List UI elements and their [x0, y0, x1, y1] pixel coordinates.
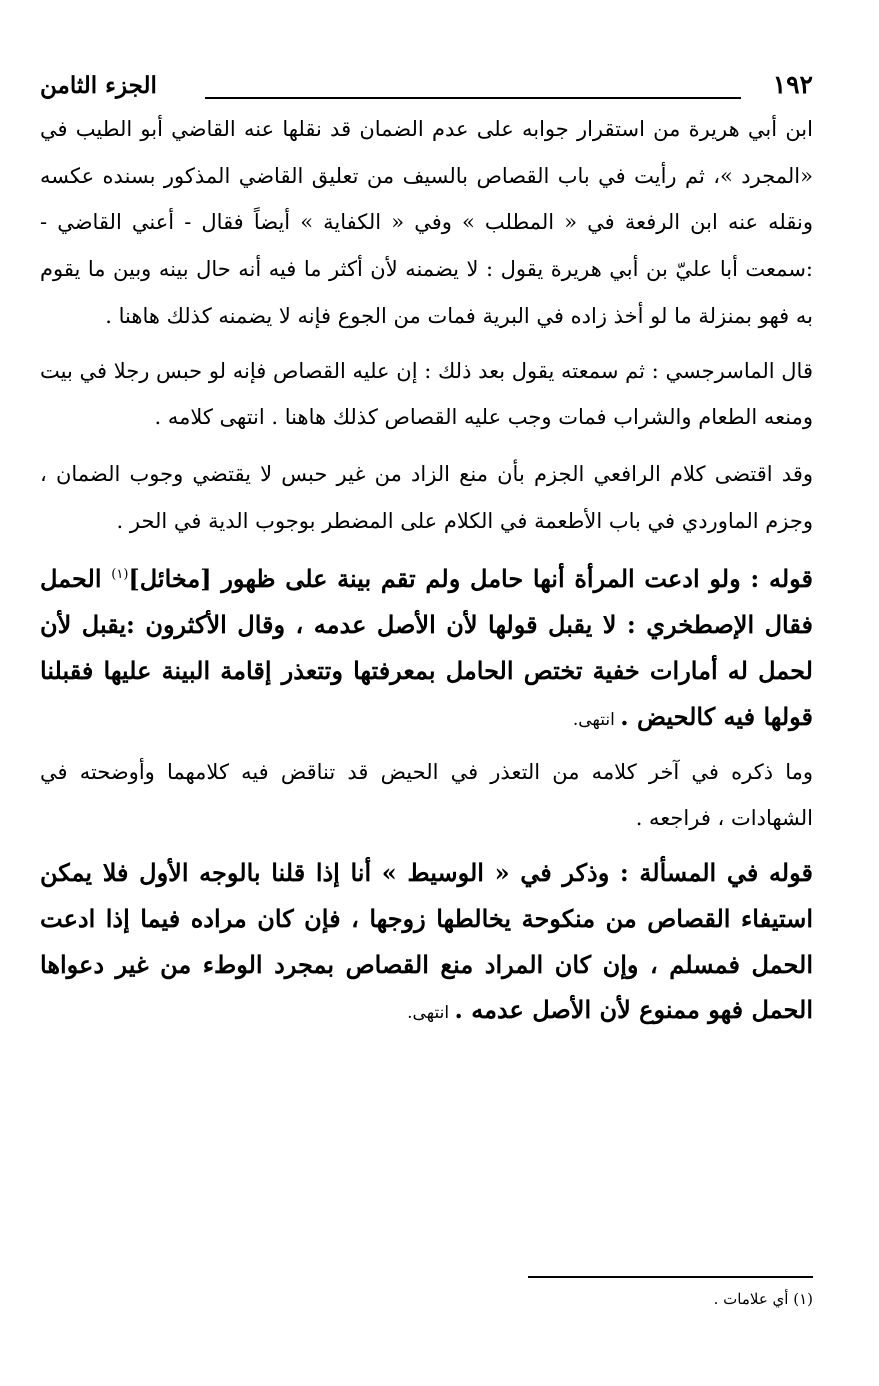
- quoted-text-2: قوله في المسألة : وذكر في « الوسيط » أنا إذا قلنا بالوجه الأول فلا يمكن استيفاء القصاص من منكوحة يخالطها زوجها ، فإن كان مراده فيما إذا ادعت الحمل فمسلم ، وإن كان المراد منع القصاص بمجرد الوطء من غير دعواها الحمل فهو ممنوع لأن الأصل عدمه .: [40, 857, 813, 1025]
- quoted-text-1b: الحمل فقال الإصطخري : لا يقبل قولها لأن الأصل عدمه ، وقال الأكثرون :يقبل لأن لحمل له أمارات خفية تختص الحامل بمعرفتها وتتعذر إقامة البينة عليها فقبلنا قولها فيه كالحيض .: [40, 564, 813, 731]
- footnote-rule: [528, 1276, 813, 1278]
- quote-end-marker-1: انتهى.: [572, 709, 621, 730]
- quote-end-marker-2: انتهى.: [407, 1003, 455, 1024]
- paragraph-3: وقد اقتضى كلام الرافعي الجزم بأن منع الزاد من غير حبس لا يقتضي وجوب الضمان ، وجزم الماوردي في باب الأطعمة في الكلام على المضطر بوجوب الدية في الحر .: [40, 461, 813, 533]
- header-rule: [205, 97, 741, 99]
- footnote-reference: (١): [111, 567, 129, 583]
- paragraph-4: وما ذكره في آخر كلامه من التعذر في الحيض قد تناقض فيه كلامهما وأوضحته في الشهادات ، فراجعه .: [40, 759, 813, 831]
- paragraph-2: قال الماسرجسي : ثم سمعته يقول بعد ذلك : إن عليه القصاص فإنه لو حبس رجلا في بيت ومنعه الطعام والشراب فمات وجب عليه القصاص كذلك هاهنا . انتهى كلامه .: [40, 358, 813, 430]
- volume-title: الجزء الثامن: [40, 72, 157, 99]
- quoted-paragraph-1: [40, 552, 813, 743]
- quoted-paragraph-2: [40, 850, 813, 1037]
- page-header: [40, 60, 813, 106]
- footnote: (١) أي علامات .: [713, 1290, 813, 1308]
- page-number: ١٩٢: [772, 70, 813, 99]
- paragraph-1: ابن أبي هريرة من استقرار جوابه على عدم الضمان قد نقلها عنه القاضي أبو الطيب في «المجرد »، ثم رأيت في باب القصاص بالسيف من تعليق القاضي المذكور بسنده عكسه ونقله عنه ابن الرفعة في « المطلب » وفي « الكفاية » أيضاً فقال - أعني القاضي - :سمعت أبا عليّ بن أبي هريرة يقول : لا يضمنه لأن أكثر ما فيه أنه حال بينه وبين ما يقوم به فهو بمنزلة ما لو أخذ زاده في البرية فمات من الجوع فإنه لا يضمنه كذلك هاهنا .: [40, 117, 813, 328]
- book-page: [40, 60, 813, 1037]
- quoted-text-1a: قوله : ولو ادعت المرأة أنها حامل ولم تقم بينة على ظهور [مخائل]: [128, 564, 813, 594]
